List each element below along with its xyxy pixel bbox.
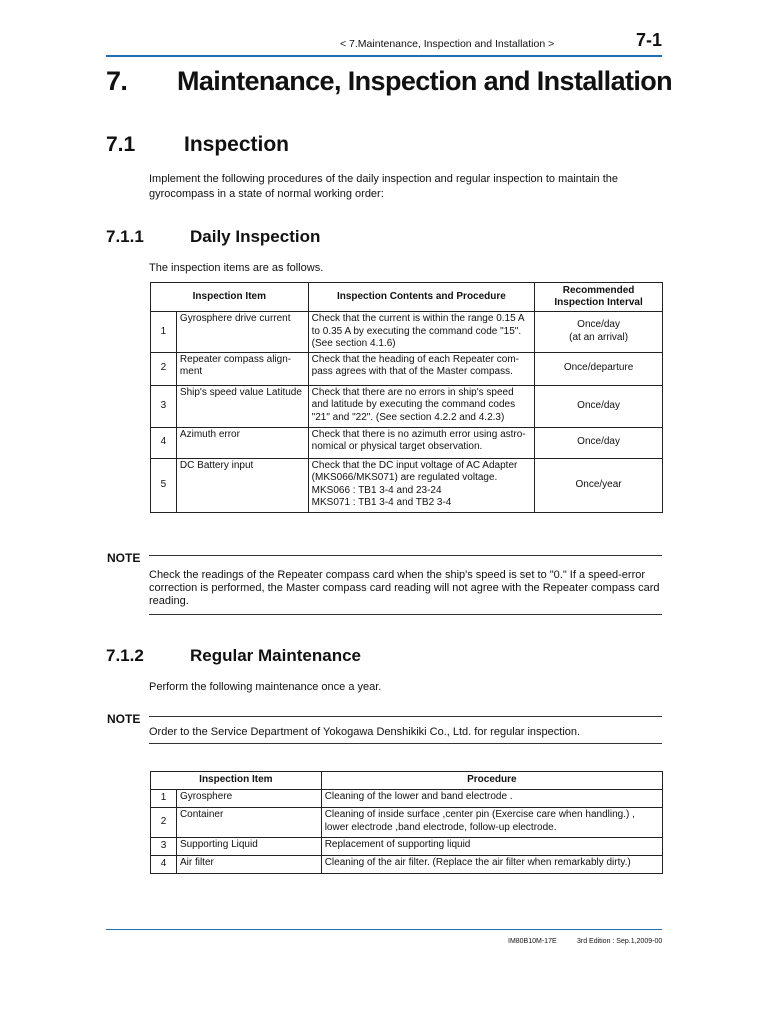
- footer-rule: [106, 929, 662, 930]
- note-bottom-rule: [149, 743, 662, 744]
- row-number: 4: [151, 427, 177, 458]
- inspection-item: Azimuth error: [176, 427, 308, 458]
- inspection-procedure: Check that the heading of each Repeater com-pass agrees with that of the Master compass.: [308, 352, 535, 385]
- subsection-title: Daily Inspection: [190, 227, 321, 246]
- section-title: Inspection: [184, 133, 290, 156]
- inspection-procedure: Check that the current is within the range 0.15 A to 0.35 A by executing the command code "15". (See section 4.1.6): [308, 312, 535, 353]
- row-number: 5: [151, 458, 177, 512]
- column-header: Procedure: [321, 772, 662, 790]
- table-row: [151, 838, 663, 856]
- table-header-row: [151, 283, 663, 312]
- maintenance-item: Air filter: [176, 856, 321, 874]
- table-row: [151, 856, 663, 874]
- inspection-interval: Once/day: [535, 385, 663, 427]
- maintenance-procedure: Cleaning of the air filter. (Replace the air filter when remarkably dirty.): [321, 856, 662, 874]
- section-number: 7.1: [106, 133, 136, 156]
- subsection-intro: The inspection items are as follows.: [149, 262, 324, 274]
- inspection-interval: Once/departure: [535, 352, 663, 385]
- maintenance-procedure: Cleaning of the lower and band electrode .: [321, 790, 662, 808]
- subsection-intro: Perform the following maintenance once a year.: [149, 681, 382, 693]
- row-number: 2: [151, 352, 177, 385]
- table-row: [151, 352, 663, 385]
- inspection-item: DC Battery input: [176, 458, 308, 512]
- chapter-title: Maintenance, Inspection and Installation: [177, 66, 673, 96]
- row-number: 1: [151, 790, 177, 808]
- inspection-procedure: Check that there is no azimuth error using astro-nomical or physical target observation.: [308, 427, 535, 458]
- inspection-procedure: Check that there are no errors in ship's speed and latitude by executing the command codes "21" and "22". (See section 4.2.2 and 4.2.3): [308, 385, 535, 427]
- maintenance-item: Container: [176, 808, 321, 838]
- inspection-procedure: Check that the DC input voltage of AC Adapter (MKS066/MKS071) are regulated voltage. MKS066 : TB1 3-4 and 23-24 MKS071 : TB1 3-4 and TB2 3-4: [308, 458, 535, 512]
- subsection-number: 7.1.2: [106, 646, 144, 665]
- subsection-title: Regular Maintenance: [190, 646, 361, 665]
- inspection-interval: Once/year: [535, 458, 663, 512]
- column-header: Inspection Item: [151, 772, 322, 790]
- row-number: 3: [151, 385, 177, 427]
- edition-info: 3rd Edition : Sep.1,2009-00: [577, 938, 663, 945]
- table-header-row: [151, 772, 663, 790]
- table-row: [151, 808, 663, 838]
- note-top-rule: [149, 555, 662, 556]
- row-number: 2: [151, 808, 177, 838]
- note-text: Check the readings of the Repeater compass card when the ship's speed is set to "0." If a speed-error correction is performed, the Master compass card reading will not agree with the Repeater compass card reading.: [149, 569, 660, 607]
- page-number: 7-1: [636, 30, 663, 50]
- inspection-item: Ship's speed value Latitude: [176, 385, 308, 427]
- table-row: [151, 790, 663, 808]
- section-intro: Implement the following procedures of the daily inspection and regular inspection to maintain the gyrocompass in a state of normal working order:: [149, 173, 618, 200]
- maintenance-item: Supporting Liquid: [176, 838, 321, 856]
- table-row: [151, 458, 663, 512]
- maintenance-procedure: Replacement of supporting liquid: [321, 838, 662, 856]
- row-number: 3: [151, 838, 177, 856]
- daily-inspection-table: [150, 282, 663, 513]
- regular-maintenance-table: [150, 771, 663, 874]
- maintenance-procedure: Cleaning of inside surface ,center pin (Exercise care when handling.) , lower electrode ,band electrode, follow-up electrode.: [321, 808, 662, 838]
- subsection-number: 7.1.1: [106, 227, 144, 246]
- note-bottom-rule: [149, 614, 662, 615]
- document-code: IM80B10M-17E: [508, 938, 557, 945]
- row-number: 4: [151, 856, 177, 874]
- table-row: [151, 312, 663, 353]
- note-label: NOTE: [107, 712, 141, 726]
- column-header: Recommended Inspection Interval: [535, 283, 663, 312]
- inspection-item: Repeater compass align-ment: [176, 352, 308, 385]
- note-label: NOTE: [107, 551, 141, 565]
- column-header: Inspection Contents and Procedure: [308, 283, 535, 312]
- column-header: Inspection Item: [151, 283, 309, 312]
- header-rule: [106, 55, 662, 57]
- note-top-rule: [149, 716, 662, 717]
- maintenance-item: Gyrosphere: [176, 790, 321, 808]
- inspection-item: Gyrosphere drive current: [176, 312, 308, 353]
- table-row: [151, 385, 663, 427]
- inspection-interval: Once/day: [535, 427, 663, 458]
- chapter-number: 7.: [106, 66, 128, 96]
- inspection-interval: Once/day (at an arrival): [535, 312, 663, 353]
- table-row: [151, 427, 663, 458]
- row-number: 1: [151, 312, 177, 353]
- running-header: < 7.Maintenance, Inspection and Installation >: [340, 38, 555, 50]
- note-text: Order to the Service Department of Yokogawa Denshikiki Co., Ltd. for regular inspection.: [149, 726, 581, 738]
